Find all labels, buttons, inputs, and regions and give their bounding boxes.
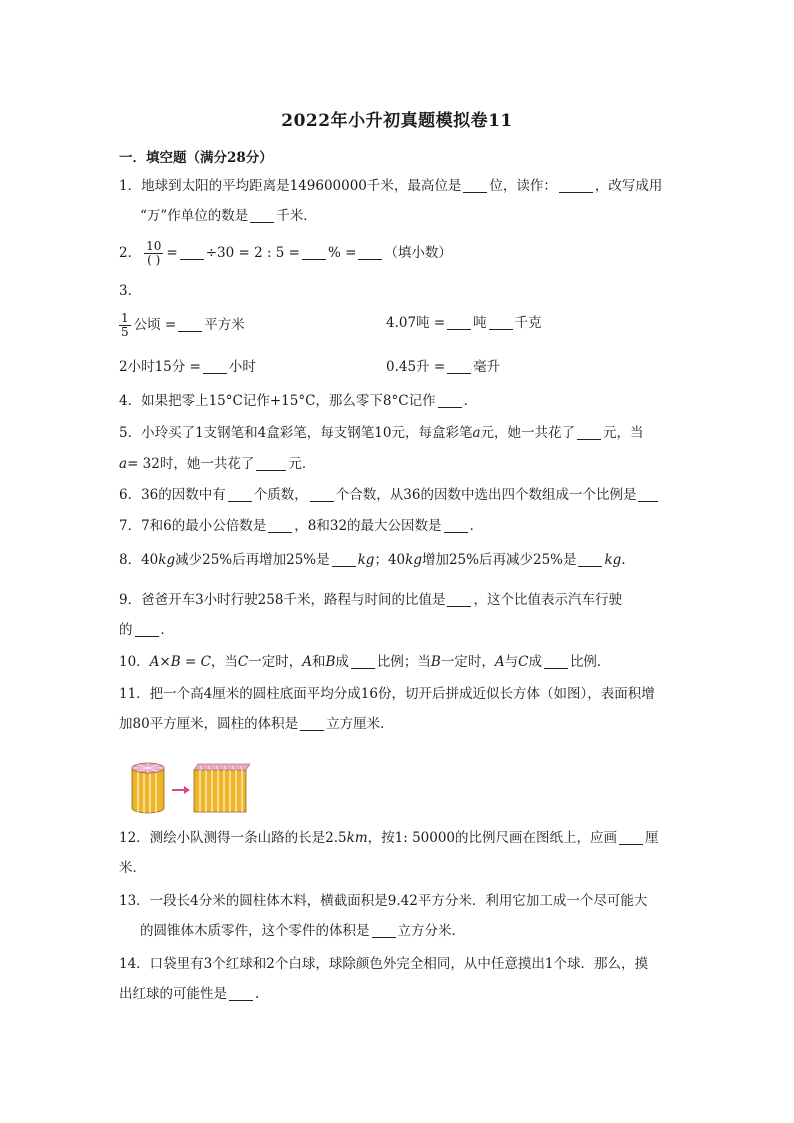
q10-var-b: B	[325, 654, 336, 670]
q9-text-b: ，这个比值表示汽车行驶	[473, 592, 622, 608]
q3-text-e: 千克	[514, 315, 542, 331]
q8-blank-2[interactable]	[578, 552, 602, 567]
q1-text-e: 千米．	[276, 208, 317, 224]
q10-var-a: A	[302, 654, 312, 670]
q10-text-d: 和	[312, 654, 326, 670]
q5-variable-2: a	[119, 456, 128, 472]
q10-text-c: 一定时，	[248, 654, 303, 670]
question-9-line-2	[119, 621, 174, 639]
q8-blank-1[interactable]	[332, 552, 356, 567]
q2-number: 2．	[119, 245, 142, 261]
q11-text-b: 加80平方厘米，圆柱的体积是	[119, 716, 299, 732]
q1-text-c: ，改写成用	[594, 178, 663, 194]
question-1-line-2	[140, 207, 317, 225]
q11-text-c: 立方厘米．	[326, 716, 394, 732]
q13-text-c: 立方分米．	[397, 923, 465, 939]
q3-blank-1[interactable]	[178, 317, 202, 332]
q1-blank-1[interactable]	[463, 178, 487, 193]
q10-text-f: 比例；当	[376, 654, 431, 670]
q7-text-b: ，8和32的最大公因数是	[294, 518, 442, 534]
question-3-item-2	[386, 314, 542, 332]
q5-text-d: = 32时，她一共花了	[127, 456, 255, 472]
q12-text-c: 厘	[645, 830, 659, 846]
q10-number: 10．	[119, 654, 150, 670]
q14-text-b: 出红球的可能性是	[119, 986, 227, 1002]
question-8	[119, 551, 635, 569]
q8-text-c: ；40	[374, 552, 406, 568]
question-13-line-1: 13．一段长4分米的圆柱体木料，横截面积是9.42平方分米．利用它加工成一个尽可能大	[119, 893, 648, 909]
question-3-item-1	[119, 312, 245, 339]
q5-blank-1[interactable]	[577, 425, 601, 440]
q3-fraction-numerator: 1	[121, 311, 129, 325]
q4-blank-1[interactable]	[438, 393, 462, 408]
page-title: 2022年小升初真题模拟卷11	[281, 111, 513, 131]
q10-text-g: 一定时，	[440, 654, 495, 670]
q3-fraction	[119, 312, 131, 339]
q12-blank-1[interactable]	[619, 830, 643, 845]
q13-text-b: 的圆锥体木质零件，这个零件的体积是	[140, 923, 370, 939]
q1-blank-3[interactable]	[250, 208, 274, 223]
question-10	[119, 653, 610, 671]
question-12-line-2: 米．	[119, 860, 146, 876]
question-14-line-2	[119, 985, 259, 1003]
cylinder-to-cuboid-figure	[130, 760, 250, 816]
q8-text-d: 增加25%后再减少25%是	[421, 552, 577, 568]
question-11-line-2	[119, 715, 394, 733]
question-12-line-1	[119, 829, 659, 847]
q3-text-h: 0.45升 =	[386, 359, 446, 375]
question-3-item-4	[386, 358, 500, 376]
q8-unit-2: kg	[357, 552, 375, 568]
question-1-line-1	[119, 177, 662, 195]
q8-unit-4: kg	[604, 552, 622, 568]
arrow-right-icon	[172, 786, 190, 794]
question-4	[119, 392, 477, 410]
q10-text-i: 成	[528, 654, 542, 670]
q1-blank-2[interactable]	[559, 178, 593, 193]
q12-text-b: ，按1: 50000的比例尺画在图纸上，应画	[367, 830, 618, 846]
q10-var-c: C	[237, 654, 249, 670]
q10-equation: A×B = C	[149, 654, 211, 670]
q7-blank-1[interactable]	[268, 518, 292, 533]
q2-fraction	[144, 240, 163, 267]
q3-text-f: 2小时15分 =	[119, 359, 201, 375]
q6-text-a: 6．36的因数中有	[119, 487, 226, 503]
q10-blank-2[interactable]	[544, 654, 568, 669]
q6-blank-3[interactable]	[638, 487, 658, 502]
q3-text-c: 4.07吨 =	[386, 315, 446, 331]
question-3-number: 3．	[119, 283, 142, 299]
q7-text-c: ．	[469, 518, 484, 534]
q2-blank-3[interactable]	[358, 245, 382, 260]
q5-blank-2[interactable]	[256, 456, 286, 471]
question-13-line-2	[140, 922, 465, 940]
q9-text-a: 9．爸爸开车3小时行驶258千米，路程与时间的比值是	[119, 592, 446, 608]
q6-text-c: 个合数，从36的因数中选出四个数组成一个比例是	[335, 487, 637, 503]
q10-blank-1[interactable]	[351, 654, 375, 669]
q2-fraction-denominator: ( )	[147, 253, 161, 267]
q8-unit-3: kg	[405, 552, 422, 568]
q2-fraction-numerator: 10	[146, 239, 162, 253]
q3-text-g: 小时	[228, 359, 256, 375]
q5-variable: a	[472, 425, 481, 441]
q3-blank-3[interactable]	[489, 315, 513, 330]
q10-var-a-2: A	[494, 654, 505, 670]
q5-text-e: 元．	[288, 456, 316, 472]
q2-text-b: ÷30 = 2 : 5 =	[205, 245, 300, 261]
q14-blank-1[interactable]	[229, 986, 253, 1001]
q9-blank-1[interactable]	[447, 592, 471, 607]
q2-text-c: % =	[327, 245, 357, 261]
q1-text-b: 位，读作：	[489, 178, 557, 194]
question-9-line-1	[119, 591, 622, 609]
q2-blank-2[interactable]	[302, 245, 326, 260]
q9-blank-2[interactable]	[135, 622, 159, 637]
q4-text-a: 4．如果把零上15°C记作+15°C，那么零下8°C记作	[119, 393, 436, 409]
section-heading: 一．填空题（满分28分）	[119, 150, 273, 166]
q3-text-i: 毫升	[473, 359, 501, 375]
q2-blank-1[interactable]	[180, 245, 204, 260]
q13-blank-1[interactable]	[372, 923, 396, 938]
q10-var-c-2: C	[518, 654, 529, 670]
question-5-line-2	[119, 455, 315, 473]
q10-text-h: 与	[504, 654, 519, 670]
question-6	[119, 486, 660, 504]
q3-text-a: 公顷 =	[133, 317, 177, 333]
q5-text-c: 元，当	[603, 425, 644, 441]
q10-text-e: 成	[335, 654, 349, 670]
q6-text-b: 个质数，	[253, 487, 308, 503]
q10-text-j: 比例．	[569, 654, 611, 670]
q4-text-b: ．	[463, 393, 478, 409]
question-3-item-3	[119, 358, 256, 376]
question-7	[119, 517, 483, 535]
q2-text-d: （填小数）	[384, 245, 452, 261]
q5-text-b: 元，她一共花了	[480, 425, 576, 441]
cylinder-icon	[132, 763, 164, 813]
q12-unit: km	[346, 830, 368, 846]
q6-blank-1[interactable]	[228, 487, 252, 502]
q9-text-c: 的	[119, 622, 133, 638]
q10-text-b: ，当	[210, 654, 238, 670]
q3-text-b: 平方米	[204, 317, 245, 333]
q3-blank-2[interactable]	[447, 315, 471, 330]
q1-text-d: “万”作单位的数是	[140, 208, 249, 224]
q8-unit-1: kg	[158, 552, 176, 568]
question-11-line-1: 11．把一个高4厘米的圆柱底面平均分成16份，切开后拼成近似长方体（如图），表面积增	[119, 686, 655, 702]
q7-text-a: 7．7和6的最小公倍数是	[119, 518, 267, 534]
q3-blank-4[interactable]	[203, 359, 227, 374]
q12-text-a: 12．测绘小队测得一条山路的长是2.5	[119, 830, 347, 846]
q3-blank-5[interactable]	[447, 359, 471, 374]
q14-text-c: .	[255, 986, 260, 1002]
q6-blank-2[interactable]	[310, 487, 334, 502]
q2-text-a: =	[166, 245, 178, 261]
question-14-line-1: 14．口袋里有3个红球和2个白球，球除颜色外完全相同，从中任意摸出1个球．那么，摸	[119, 956, 648, 972]
question-5-line-1	[119, 424, 644, 442]
cuboid-icon	[194, 764, 250, 812]
q9-text-d: ．	[160, 622, 174, 638]
q8-text-b: 减少25%后再增加25%是	[175, 552, 330, 568]
q8-text-e: ．	[621, 552, 635, 568]
question-2	[119, 240, 452, 267]
q3-text-d: 吨	[473, 315, 487, 331]
q8-text-a: 8．40	[119, 552, 159, 568]
q5-text-a: 5．小玲买了1支钢笔和4盒彩笔，每支钢笔10元，每盒彩笔	[119, 425, 473, 441]
q7-blank-2[interactable]	[444, 518, 468, 533]
q10-var-b-2: B	[430, 654, 441, 670]
q11-blank-1[interactable]	[300, 716, 324, 731]
q1-text-a: 1．地球到太阳的平均距离是149600000千米，最高位是	[119, 178, 462, 194]
q3-fraction-denominator: 5	[121, 325, 129, 339]
